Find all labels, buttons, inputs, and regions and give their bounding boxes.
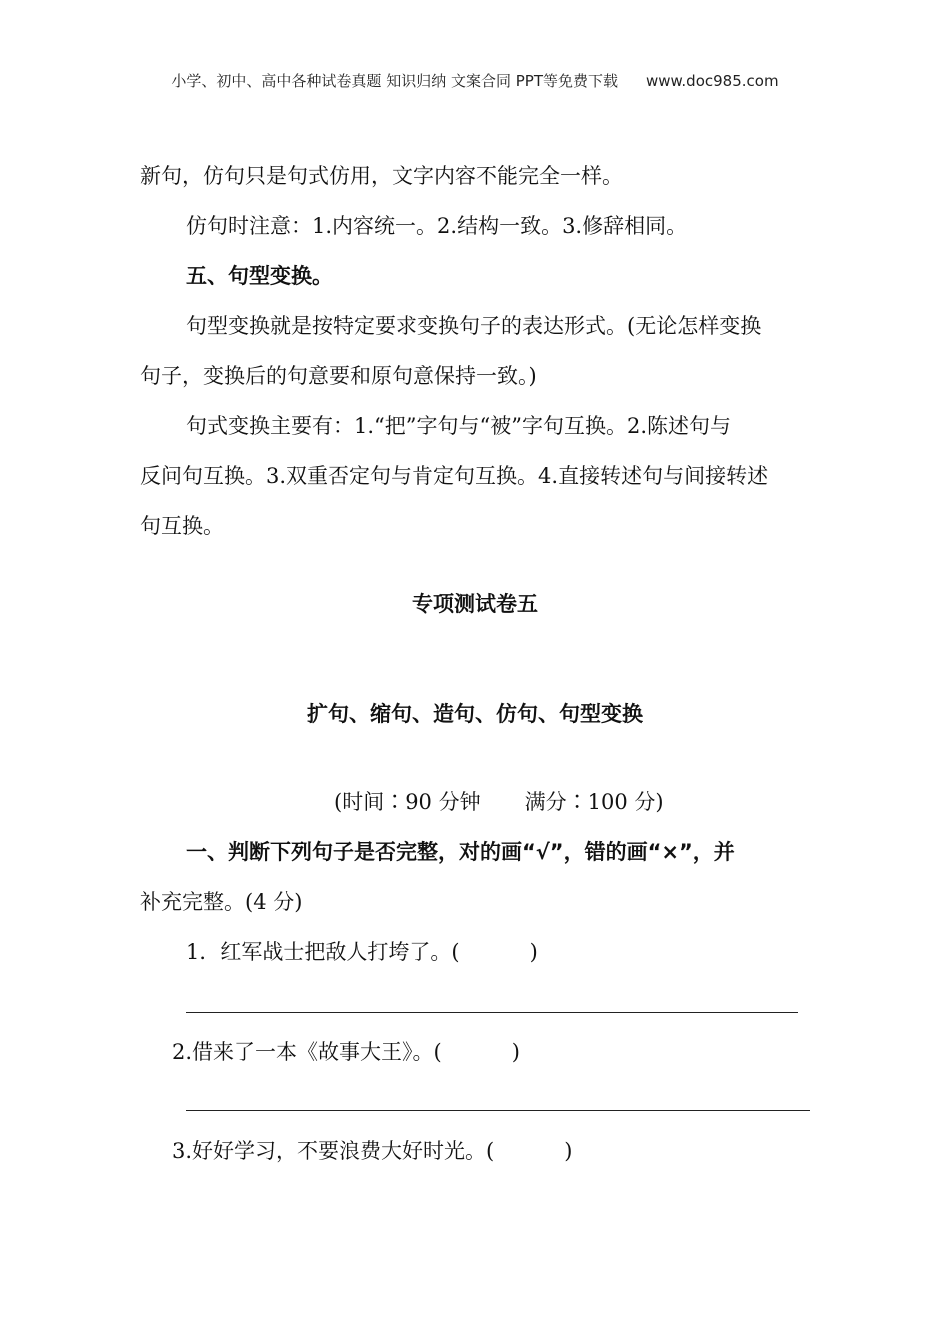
question-item-1-text: 1．红军战士把敌人打垮了。(: [186, 940, 460, 964]
test-score: 满分∶100 分): [524, 790, 664, 814]
answer-line-1[interactable]: [186, 1012, 798, 1013]
question-1-title-a: 一、判断下列句子是否完整，对的画“√”，错的画“×”，并: [186, 840, 735, 864]
question-item-3-text: 3.好好学习，不要浪费大好时光。(: [172, 1139, 495, 1163]
note-line-1: 新句，仿句只是句式仿用，文字内容不能完全一样。: [140, 164, 623, 188]
question-1-title-b: 补充完整。(4 分): [140, 890, 303, 914]
question-item-1-close: ): [529, 940, 538, 964]
test-time: (时间∶90 分钟: [334, 790, 481, 814]
note-line-2: 仿句时注意：1.内容统一。2.结构一致。3.修辞相同。: [186, 214, 688, 238]
note-line-4: 句子，变换后的句意要和原句意保持一致。): [140, 364, 537, 388]
question-item-2: [172, 1037, 520, 1067]
question-item-1: [186, 937, 538, 967]
question-item-3: [172, 1136, 572, 1166]
question-item-3-close: ): [564, 1139, 573, 1163]
question-item-2-close: ): [511, 1040, 520, 1064]
header-url[interactable]: www.doc985.com: [645, 72, 779, 90]
question-item-2-text: 2.借来了一本《故事大王》。(: [172, 1040, 442, 1064]
note-line-3: 句型变换就是按特定要求变换句子的表达形式。(无论怎样变换: [186, 314, 762, 338]
test-subtitle: 扩句、缩句、造句、仿句、句型变换: [307, 702, 643, 726]
page-header: [0, 66, 950, 96]
test-title: 专项测试卷五: [412, 592, 538, 616]
answer-line-2[interactable]: [186, 1110, 810, 1111]
header-text: 小学、初中、高中各种试卷真题 知识归纳 文案合同 PPT等免费下载: [171, 72, 618, 90]
section-5-title: 五、句型变换。: [186, 264, 333, 288]
test-time-score: [334, 787, 664, 817]
note-line-7: 句互换。: [140, 514, 224, 538]
note-line-5: 句式变换主要有：1.“把”字句与“被”字句互换。2.陈述句与: [186, 414, 732, 438]
note-line-6: 反问句互换。3.双重否定句与肯定句互换。4.直接转述句与间接转述: [140, 464, 769, 488]
